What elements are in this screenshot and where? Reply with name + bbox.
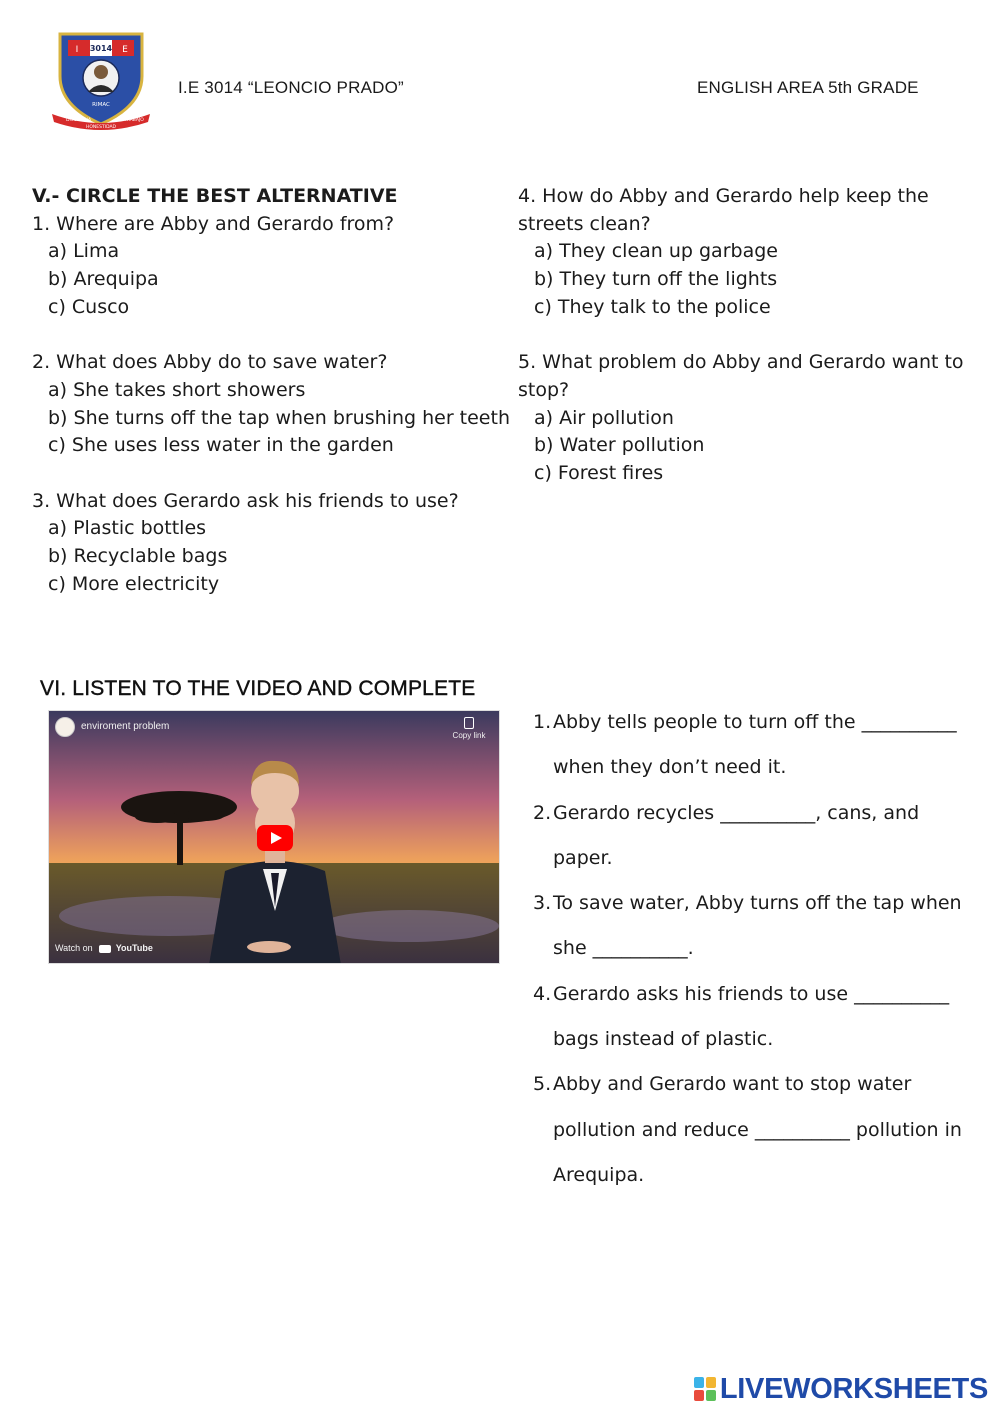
fill-in-list bbox=[533, 700, 983, 1198]
option[interactable]: c) They talk to the police bbox=[534, 295, 771, 318]
item-number: 3. bbox=[533, 892, 552, 915]
option[interactable]: c) She uses less water in the garden bbox=[48, 434, 394, 457]
logo-letter-left: I bbox=[75, 45, 79, 55]
question-block bbox=[518, 183, 978, 322]
section6-title: VI. LISTEN TO THE VIDEO AND COMPLETE bbox=[40, 677, 476, 700]
item-number: 5. bbox=[533, 1073, 552, 1096]
option[interactable]: c) Forest fires bbox=[534, 462, 664, 485]
option[interactable]: b) She turns off the tap when brushing her teeth bbox=[48, 406, 510, 429]
logo-letter-right: E bbox=[122, 45, 128, 55]
question-block bbox=[32, 349, 512, 460]
item-text[interactable]: Gerardo asks his friends to use __________ bags instead of plastic. bbox=[553, 982, 950, 1051]
questions-column-left bbox=[32, 183, 512, 599]
item-number: 2. bbox=[533, 801, 552, 824]
copy-icon bbox=[464, 717, 474, 729]
play-button[interactable] bbox=[257, 825, 293, 851]
youtube-label: YouTube bbox=[115, 943, 153, 953]
list-item bbox=[533, 791, 983, 882]
school-logo bbox=[50, 28, 152, 130]
logo-number: 3014 bbox=[89, 44, 113, 53]
questions-column-right bbox=[518, 183, 978, 488]
section5-title: V.- CIRCLE THE BEST ALTERNATIVE bbox=[32, 185, 398, 207]
question-text: 5. What problem do Abby and Gerardo want to stop? bbox=[518, 351, 964, 401]
liveworksheets-brand[interactable] bbox=[694, 1372, 988, 1406]
list-item bbox=[533, 972, 983, 1063]
question-text: 4. How do Abby and Gerardo help keep the streets clean? bbox=[518, 185, 929, 235]
subject-area: ENGLISH AREA 5th GRADE bbox=[697, 78, 919, 97]
option[interactable]: c) More electricity bbox=[48, 572, 220, 595]
item-number: 4. bbox=[533, 982, 552, 1005]
question-block bbox=[32, 488, 512, 599]
logo-place: RIMAC bbox=[92, 102, 110, 108]
item-number: 1. bbox=[533, 711, 552, 733]
question-text: 1. Where are Abby and Gerardo from? bbox=[32, 212, 395, 235]
logo-ribbon-right: TRABAJO bbox=[124, 118, 144, 123]
question-block bbox=[32, 211, 512, 322]
item-text[interactable]: To save water, Abby turns off the tap when she __________. bbox=[553, 892, 962, 960]
channel-avatar[interactable] bbox=[55, 717, 75, 737]
question-block bbox=[518, 349, 978, 488]
option[interactable]: a) She takes short showers bbox=[48, 378, 306, 401]
option[interactable]: a) They clean up garbage bbox=[534, 240, 778, 263]
video-embed[interactable] bbox=[48, 710, 500, 964]
question-text: 2. What does Abby do to save water? bbox=[32, 351, 388, 374]
list-item bbox=[533, 1062, 983, 1198]
option[interactable]: b) They turn off the lights bbox=[534, 268, 778, 291]
copy-link-label: Copy link bbox=[452, 731, 486, 740]
page-header bbox=[0, 28, 1000, 138]
watch-on-label: Watch on bbox=[55, 943, 93, 953]
option[interactable]: c) Cusco bbox=[48, 295, 130, 318]
option[interactable]: b) Water pollution bbox=[534, 434, 705, 457]
question-text: 3. What does Gerardo ask his friends to use? bbox=[32, 489, 459, 512]
option[interactable]: a) Plastic bottles bbox=[48, 517, 207, 540]
school-name: I.E 3014 “LEONCIO PRADO” bbox=[178, 78, 404, 97]
option[interactable]: a) Air pollution bbox=[534, 406, 674, 429]
youtube-icon bbox=[99, 945, 111, 953]
item-text[interactable]: Abby and Gerardo want to stop water pollution and reduce __________ pollution in Arequipa. bbox=[553, 1073, 962, 1186]
item-text[interactable]: Gerardo recycles __________, cans, and paper. bbox=[553, 801, 920, 869]
copy-link-button[interactable] bbox=[451, 717, 487, 740]
option[interactable]: b) Recyclable bags bbox=[48, 545, 228, 568]
video-title[interactable]: enviroment problem bbox=[81, 721, 170, 732]
list-item bbox=[533, 700, 983, 791]
item-text[interactable]: Abby tells people to turn off the __________ when they don’t need it. bbox=[553, 711, 957, 779]
brand-name: LIVEWORKSHEETS bbox=[719, 1372, 988, 1405]
liveworksheets-logo-icon bbox=[694, 1377, 716, 1401]
logo-ribbon-left: DISCIPLINA bbox=[66, 118, 92, 123]
option[interactable]: b) Arequipa bbox=[48, 268, 159, 291]
option[interactable]: a) Lima bbox=[48, 240, 120, 263]
logo-ribbon-center: HONESTIDAD bbox=[86, 125, 116, 130]
watch-on-youtube-link[interactable] bbox=[55, 943, 153, 953]
list-item bbox=[533, 881, 983, 972]
